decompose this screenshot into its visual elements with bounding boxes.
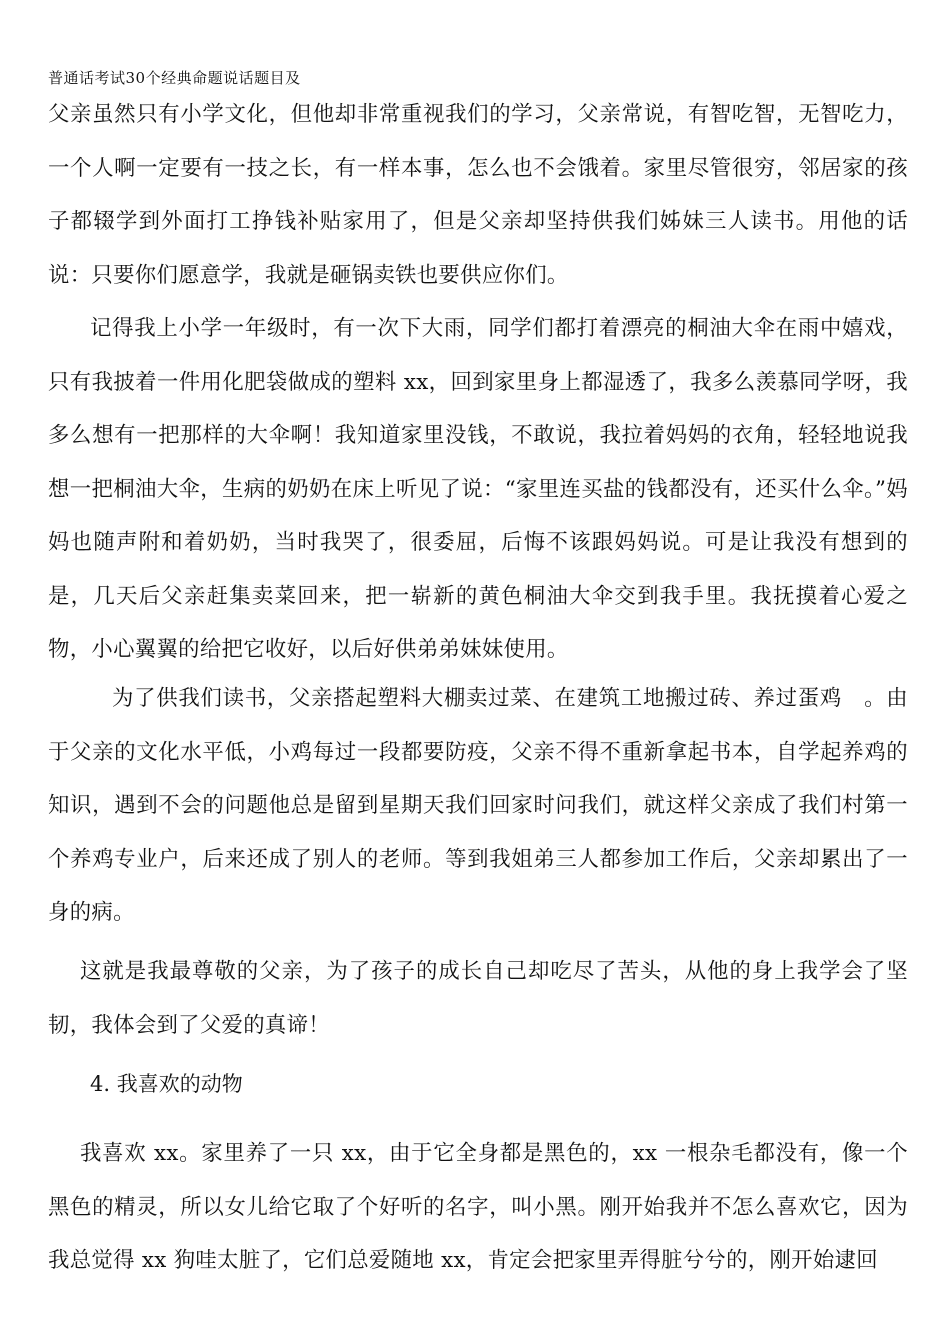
paragraph-conclusion: 这就是我最尊敬的父亲，为了孩子的成长自己却吃尽了苦头，从他的身上我学会了坚韧，我体会到了父爱的真谛！ bbox=[48, 959, 908, 1038]
page-header: 普通话考试30个经典命题说话题目及 bbox=[48, 69, 301, 87]
section-heading: 4. 我喜欢的动物 bbox=[90, 1072, 243, 1096]
paragraph-umbrella-story: 记得我上小学一年级时，有一次下大雨，同学们都打着漂亮的桐油大伞在雨中嬉戏，只有我披着一件用化肥袋做成的塑料 xx，回到家里身上都湿透了，我多么羡慕同学呀，我多么想有一把那样的大伞啊！我知道家里没钱，不敢说，我拉着妈妈的衣角，轻轻地说我想一把桐油大伞，生病的奶奶在床上听见了说：“家里连买盐的钱都没有，还买什么伞。”妈妈也随声附和着奶奶，当时我哭了，很委屈，后悔不该跟妈妈说。可是让我没有想到的是，几天后父亲赶集卖菜回来，把一崭新的黄色桐油大伞交到我手里。我抚摸着心爱之物，小心翼翼的给把它收好，以后好供弟弟妹妹使用。 bbox=[48, 316, 908, 662]
paragraph-father-work: 为了供我们读书，父亲搭起塑料大棚卖过菜、在建筑工地搬过砖、养过蛋鸡 。由于父亲的文化水平低，小鸡每过一段都要防疫，父亲不得不重新拿起书本，自学起养鸡的知识，遇到不会的问题他总是留到星期天我们回家时问我们，就这样父亲成了我们村第一个养鸡专业户，后来还成了别人的老师。等到我姐弟三人都参加工作后，父亲却累出了一身的病。 bbox=[48, 686, 908, 925]
paragraph-father-education: 父亲虽然只有小学文化，但他却非常重视我们的学习，父亲常说，有智吃智，无智吃力，一个人啊一定要有一技之长，有一样本事，怎么也不会饿着。家里尽管很穷，邻居家的孩子都辍学到外面打工挣钱补贴家用了，但是父亲却坚持供我们姊妹三人读书。用他的话说：只要你们愿意学，我就是砸锅卖铁也要供应你们。 bbox=[48, 102, 908, 288]
paragraph-favorite-animal: 我喜欢 xx。家里养了一只 xx，由于它全身都是黑色的，xx 一根杂毛都没有，像一个黑色的精灵，所以女儿给它取了个好听的名字，叫小黑。刚开始我并不怎么喜欢它，因为我总觉得 xx 狗哇太脏了，它们总爱随地 xx，肯定会把家里弄得脏兮兮的，刚开始逮回 bbox=[48, 1141, 908, 1273]
